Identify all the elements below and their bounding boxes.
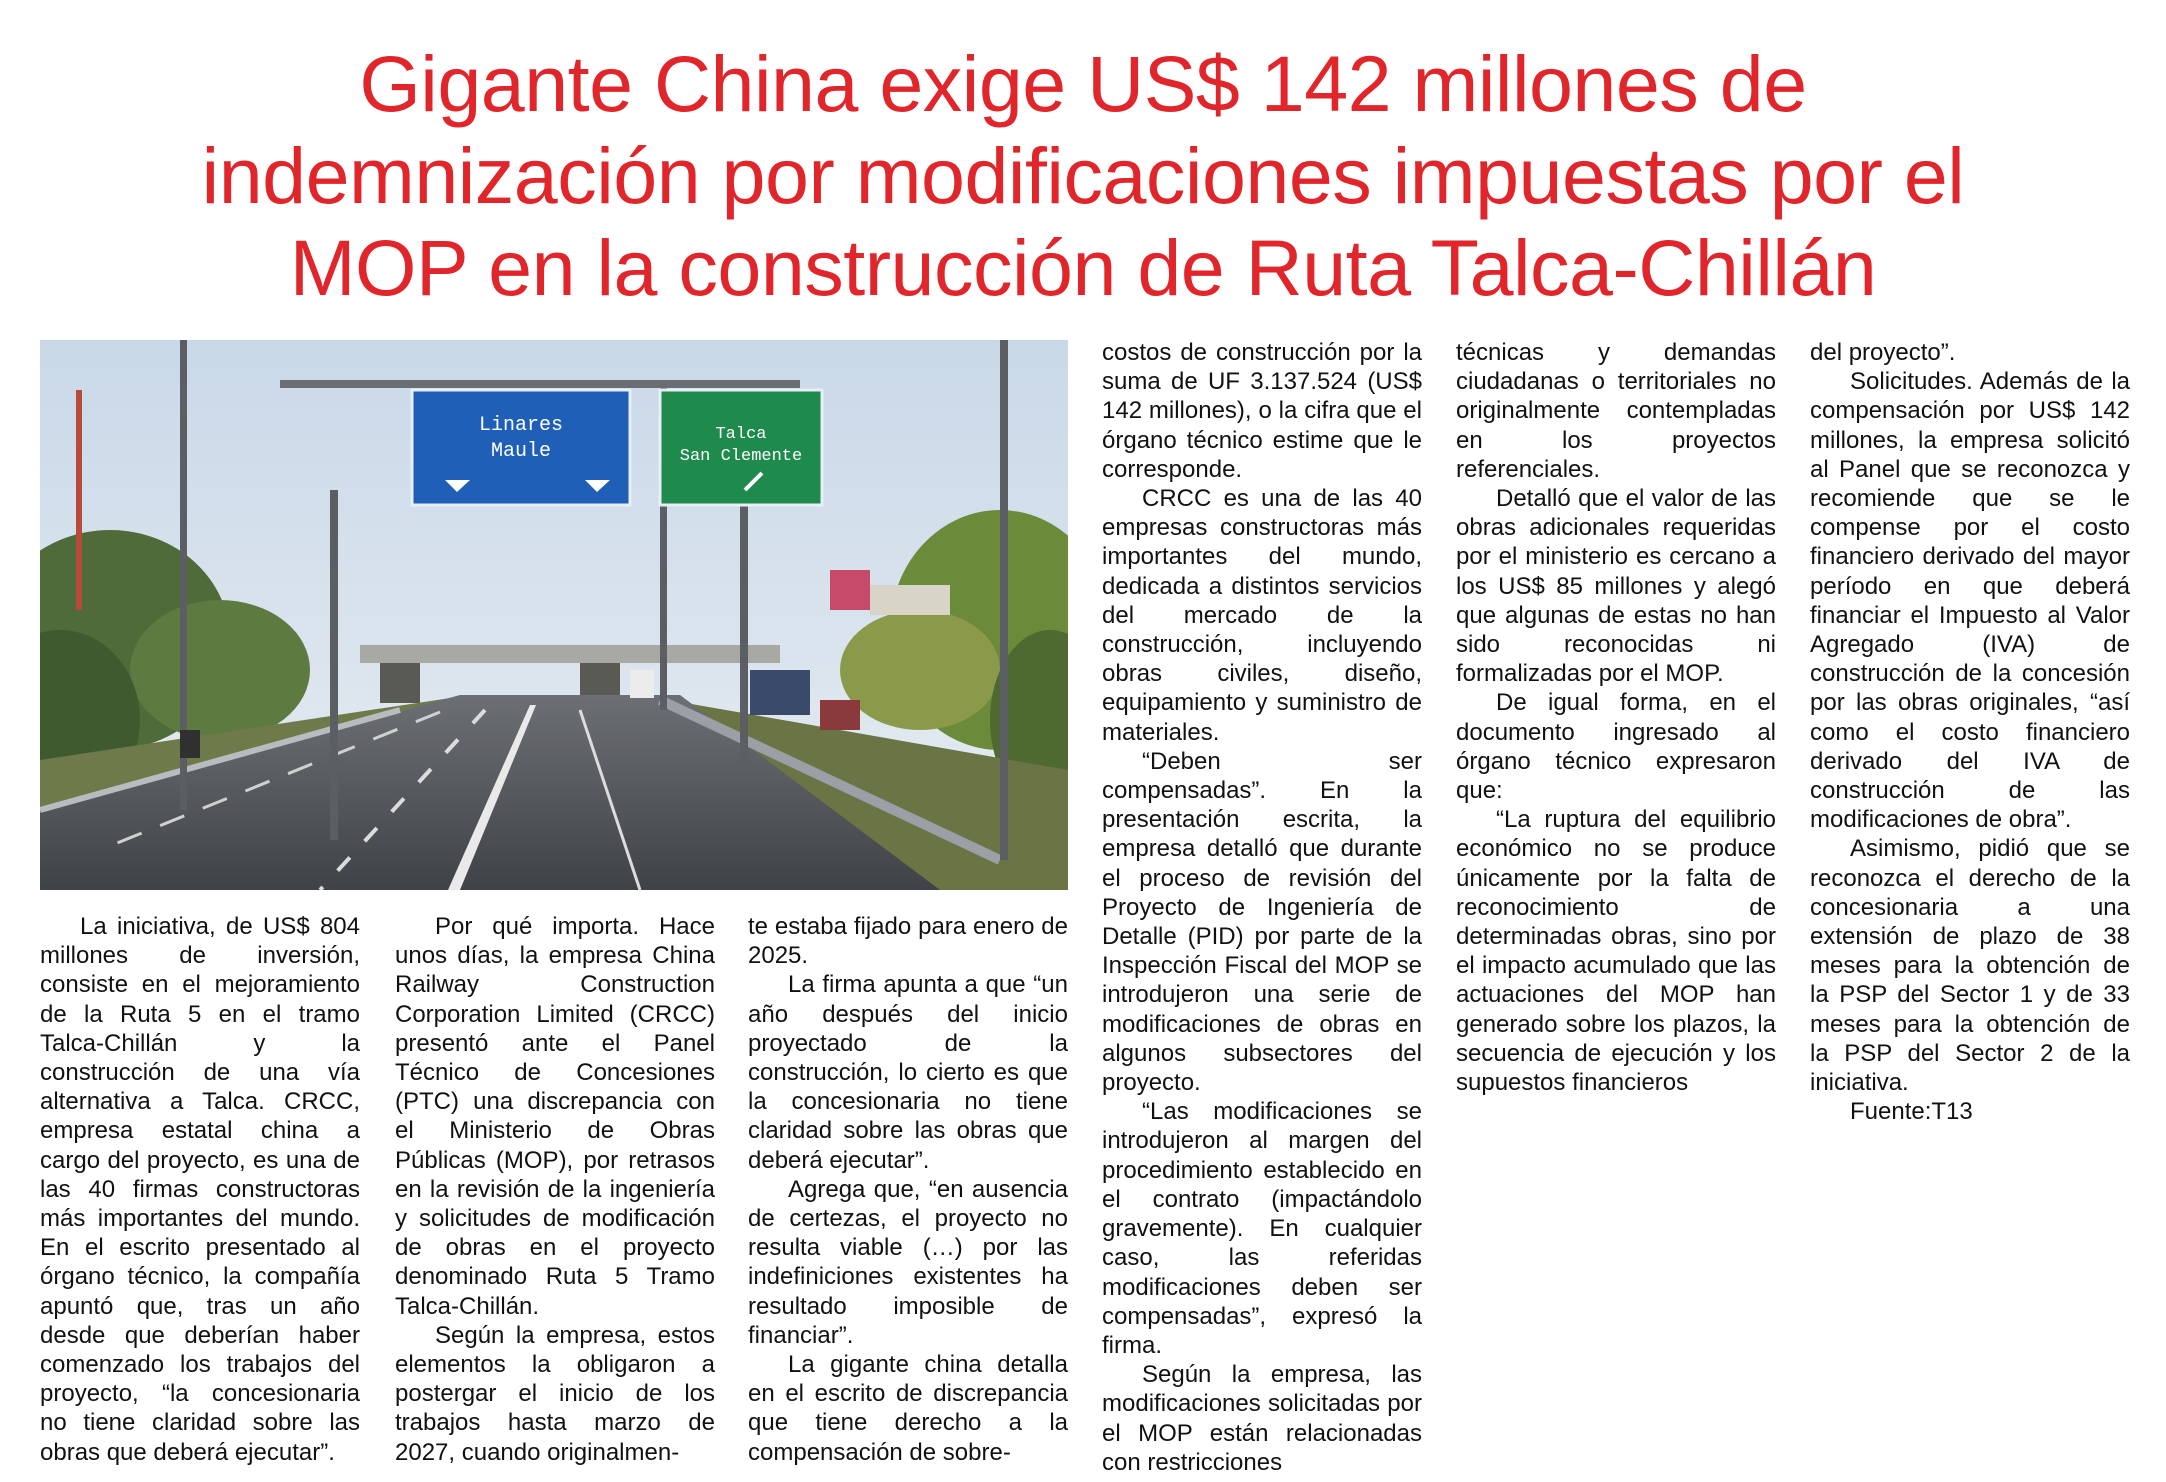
- article-column-2: [395, 912, 715, 1467]
- headline-line: MOP en la construcción de Ruta Talca-Chillán: [289, 223, 1877, 312]
- highway-photo-illustration: [40, 340, 1068, 890]
- paragraph: De igual forma, en el documento ingresado al órgano técnico expresaron que:: [1456, 689, 1776, 805]
- paragraph: Detalló que el valor de las obras adicionales requeridas por el ministerio es cercano a los US$ 85 millones y alegó que algunas de estas no han sido reconocidas ni formalizadas por el MOP.: [1456, 485, 1776, 688]
- paragraph: “La ruptura del equilibrio económico no se produce únicamente por la falta de reconocimiento de determinadas obras, sino por el impacto acumulado que las actuaciones del MOP han generado sobre los plazos, la secuencia de ejecución y los supuestos financieros: [1456, 806, 1776, 1097]
- paragraph: te estaba fijado para enero de 2025.: [748, 913, 1068, 970]
- sign-green-line1: Talca: [715, 425, 767, 444]
- article-column-5: [1456, 338, 1776, 1097]
- paragraph: Asimismo, pidió que se reconozca el derecho de la concesionaria a una extensión de plazo de 38 meses para la obtención de la PSP del Sector 1 y de 33 meses para la obtención de la PSP del Sector 2 de la iniciativa.: [1810, 835, 2130, 1097]
- paragraph: del proyecto”.: [1810, 339, 1956, 366]
- paragraph: CRCC es una de las 40 empresas constructoras más importantes del mundo, dedicada a distintos servicios del mercado de la construcción, incluyendo obras civiles, diseño, equipamiento y suministro de materiales.: [1102, 485, 1422, 746]
- paragraph: La firma apunta a que “un año después del inicio proyectado de la construcción, lo cierto es que la concesionaria no tiene claridad sobre las obras que deberá ejecutar”.: [748, 971, 1068, 1174]
- headline-line: indemnización por modificaciones impuestas por el: [201, 131, 1965, 220]
- source-credit: Fuente:T13: [1850, 1098, 1973, 1126]
- paragraph: “Las modificaciones se introdujeron al margen del procedimiento establecido en el contrato (impactándolo gravemente). En cualquier caso, las referidas modificaciones deben ser compensadas”, expresó la firma.: [1102, 1098, 1422, 1359]
- article-column-1: [40, 912, 360, 1467]
- paragraph: La iniciativa, de US$ 804 millones de inversión, consiste en el mejoramiento de la Ruta 5 en el tramo Talca-Chillán y la construcción de una vía alternativa a Talca. CRCC, empresa estatal china a cargo del proyecto, es una de las 40 firmas constructoras más importantes del mundo. En el escrito presentado al órgano técnico, la compañía apuntó que, tras un año desde que deberían haber comenzado los trabajos del proyecto, “la concesionaria no tiene claridad sobre las obras que deberá ejecutar”.: [40, 913, 360, 1466]
- article-column-6: [1810, 338, 2130, 1126]
- paragraph: “Deben ser compensadas”. En la presentación escrita, la empresa detalló que durante el proceso de revisión del Proyecto de Ingeniería de Detalle (PID) por parte de la Inspección Fiscal del MOP se introdujeron una serie de modificaciones de obras en algunos subsectores del proyecto.: [1102, 747, 1422, 1097]
- article-column-4: [1102, 338, 1422, 1477]
- paragraph: Según la empresa, estos elementos la obligaron a postergar el inicio de los trabajos hasta marzo de 2027, cuando originalmen-: [395, 1321, 715, 1466]
- highway-photo: [40, 340, 1068, 890]
- sign-blue-line2: Maule: [490, 440, 552, 463]
- paragraph: Agrega que, “en ausencia de certezas, el proyecto no resulta viable (…) por las indefiniciones existentes ha resultado imposible de financiar”.: [748, 1175, 1068, 1349]
- paragraph: La gigante china detalla en el escrito de discrepancia que tiene derecho a la compensación de sobre-: [748, 1351, 1068, 1466]
- paragraph: Según la empresa, las modificaciones solicitadas por el MOP están relacionadas con restricciones: [1102, 1361, 1422, 1476]
- headline-line: Gigante China exige US$ 142 millones de: [359, 39, 1807, 128]
- sign-green-line2: San Clemente: [679, 447, 803, 466]
- headline: [40, 38, 2126, 314]
- paragraph: técnicas y demandas ciudadanas o territoriales no originalmente contempladas en los proyectos referenciales.: [1456, 339, 1776, 483]
- article-column-3: [748, 912, 1068, 1467]
- paragraph: Por qué importa. Hace unos días, la empresa China Railway Construction Corporation Limited (CRCC) presentó ante el Panel Técnico de Concesiones (PTC) una discrepancia con el Ministerio de Obras Públicas (MOP), por retrasos en la revisión de la ingeniería y solicitudes de modificación de obras en el proyecto denominado Ruta 5 Tramo Talca-Chillán.: [395, 913, 715, 1320]
- sign-blue-line1: Linares: [478, 414, 564, 437]
- paragraph: costos de construcción por la suma de UF 3.137.524 (US$ 142 millones), o la cifra que el órgano técnico estime que le corresponde.: [1102, 339, 1422, 483]
- paragraph: Solicitudes. Además de la compensación por US$ 142 millones, la empresa solicitó al Panel que se reconozca y recomiende que se le compense por el costo financiero derivado del mayor período en que deberá financiar el Impuesto al Valor Agregado (IVA) de construcción de la concesión por las obras originales, “así como el costo financiero derivado del IVA de construcción de las modificaciones de obra”.: [1810, 368, 2130, 834]
